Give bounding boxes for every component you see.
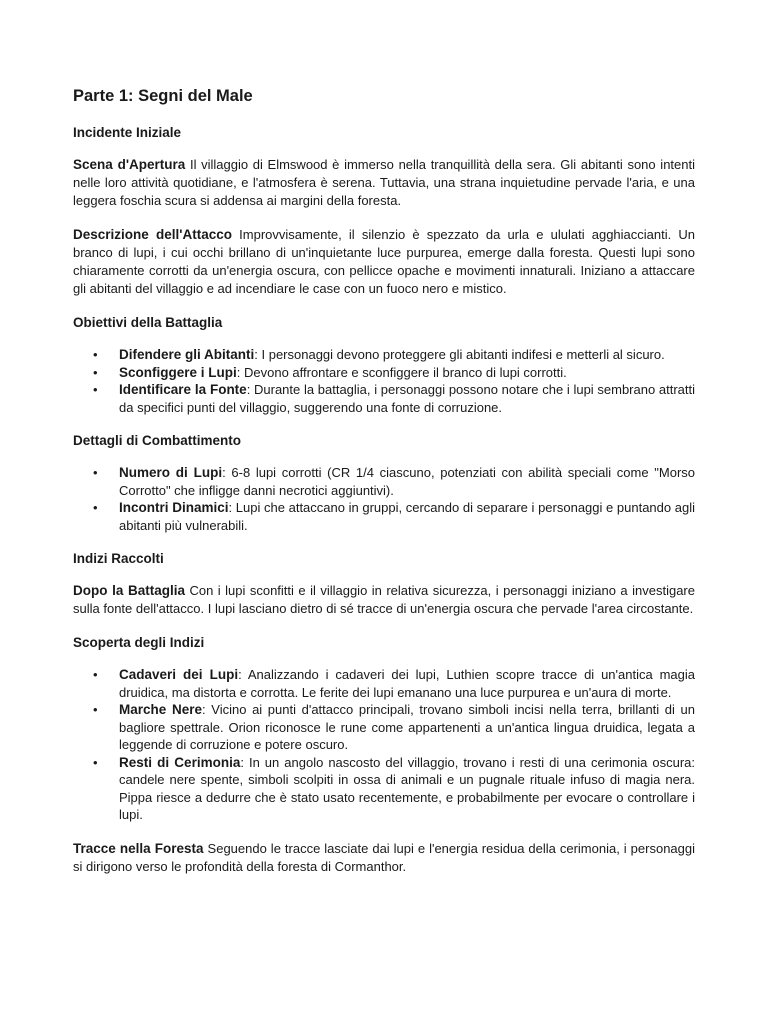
heading-incidente: Incidente Iniziale bbox=[73, 125, 182, 140]
text-dopo-battaglia: Con i lupi sconfitti e il villaggio in relativa sicurezza, i personaggi iniziano a investigare sulla fonte dell'attacco. I lupi lasciano dietro di sé tracce di un'energia oscura che pervade l'area circostante. bbox=[73, 583, 695, 616]
bullet-icon: • bbox=[93, 667, 98, 682]
bullet-icon: • bbox=[93, 364, 98, 380]
item-text: : Vicino ai punti d'attacco principali, trovano simboli incisi nella terra, brillanti di un bagliore spettrale. Orion riconosce le rune come appartenenti a un'antica lingua druidica, legata a leggende di corruzione e potere oscuro. bbox=[119, 702, 695, 752]
text-tracce: Seguendo le tracce lasciate dai lupi e l'energia residua della cerimonia, i personaggi si dirigono verso le profondità della foresta di Cormanthor. bbox=[73, 840, 695, 874]
list-item bbox=[93, 364, 695, 382]
text-apertura: Il villaggio di Elmswood è immerso nella tranquillità della sera. Gli abitanti sono intenti nelle loro attività quotidiane, e l'atmosfera è serena. Tuttavia, una strana inquietudine pervade l'aria, e una leggera foschia scura si addensa ai margini della foresta. bbox=[73, 157, 695, 208]
list-item bbox=[93, 754, 695, 824]
item-term: Marche Nere bbox=[119, 702, 203, 717]
item-term: Difendere gli Abitanti bbox=[119, 347, 255, 362]
bullet-icon: • bbox=[93, 465, 98, 480]
list-item bbox=[93, 381, 696, 416]
bullet-icon: • bbox=[93, 500, 98, 515]
list-item bbox=[93, 499, 695, 534]
item-text: : 6-8 lupi corrotti (CR 1/4 ciascuno, potenziati con abilità speciali come "Morso Corrotto" che infligge danni necrotici aggiuntivi). bbox=[119, 465, 695, 498]
item-term: Cadaveri dei Lupi bbox=[119, 667, 239, 682]
bullet-icon: • bbox=[93, 382, 98, 397]
item-term: Resti di Cerimonia bbox=[119, 754, 241, 770]
item-term: Identificare la Fonte bbox=[119, 382, 247, 397]
paragraph-tracce bbox=[73, 840, 695, 876]
paragraph-dopo-battaglia bbox=[73, 582, 695, 618]
list-obiettivi bbox=[73, 346, 695, 416]
bullet-icon: • bbox=[93, 702, 98, 717]
list-item bbox=[93, 464, 695, 499]
heading-indizi: Indizi Raccolti bbox=[73, 551, 164, 566]
list-item bbox=[93, 346, 695, 364]
lead-dopo-battaglia: Dopo la Battaglia bbox=[73, 583, 185, 598]
item-text: : Devono affrontare e sconfiggere il branco di lupi corrotti. bbox=[236, 364, 567, 380]
paragraph-apertura bbox=[73, 156, 695, 210]
lead-apertura: Scena d'Apertura bbox=[73, 157, 186, 172]
text-attacco: Improvvisamente, il silenzio è spezzato da urla e ululati agghiaccianti. Un branco di lupi, i cui occhi brillano di un'inquietante luce purpurea, emerge dalla foresta. Questi lupi sono chiaramente corrotti da un'energia oscura, con pellicce opache e movimenti innaturali. Iniziano a attaccare gli abitanti del villaggio e ad incendiare le case con un fuoco nero e mistico. bbox=[73, 227, 695, 296]
list-item bbox=[93, 701, 695, 754]
bullet-icon: • bbox=[93, 347, 98, 362]
paragraph-attacco bbox=[73, 226, 695, 298]
page-title: Parte 1: Segni del Male bbox=[73, 87, 253, 105]
item-text: : Analizzando i cadaveri dei lupi, Luthien scopre tracce di un'antica magia druidica, ma distorta e corrotta. Le ferite dei lupi emanano una luce purpurea e un'aura di morte. bbox=[119, 667, 695, 700]
heading-scoperta: Scoperta degli Indizi bbox=[73, 635, 205, 650]
lead-attacco: Descrizione dell'Attacco bbox=[73, 227, 233, 242]
heading-obiettivi: Obiettivi della Battaglia bbox=[73, 315, 223, 330]
item-text: : Lupi che attaccano in gruppi, cercando di separare i personaggi e puntando agli abitanti più vulnerabili. bbox=[119, 500, 695, 533]
item-term: Incontri Dinamici bbox=[119, 500, 229, 515]
item-text: : In un angolo nascosto del villaggio, trovano i resti di una cerimonia oscura: candele nere spente, simboli scolpiti in ossa di animali e un pugnale rituale infuso di magia nera. Pippa riesce a dedurre che è stato usato recentemente, e probabilmente per evocare o controllare i lupi. bbox=[119, 754, 695, 822]
heading-combattimento: Dettagli di Combattimento bbox=[73, 433, 241, 448]
bullet-icon: • bbox=[93, 754, 98, 770]
list-item bbox=[93, 666, 695, 701]
item-text: : I personaggi devono proteggere gli abitanti indifesi e metterli al sicuro. bbox=[254, 347, 665, 362]
lead-tracce: Tracce nella Foresta bbox=[73, 840, 204, 856]
list-scoperta bbox=[73, 666, 695, 824]
item-term: Numero di Lupi bbox=[119, 465, 223, 480]
list-combattimento bbox=[73, 464, 695, 534]
item-term: Sconfiggere i Lupi bbox=[119, 364, 237, 380]
item-text: : Durante la battaglia, i personaggi possono notare che i lupi sembrano attratti da specifici punti del villaggio, suggerendo una fonte di corruzione. bbox=[119, 382, 696, 415]
